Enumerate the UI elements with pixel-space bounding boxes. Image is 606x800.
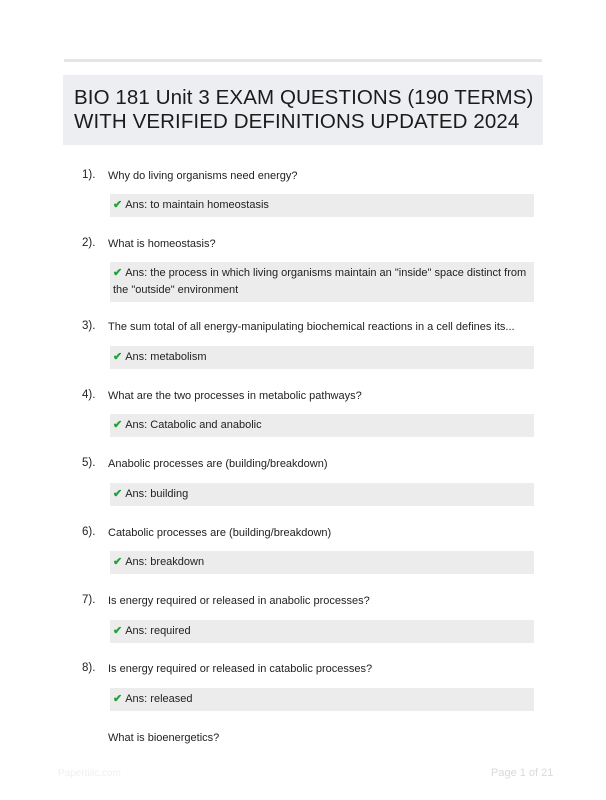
title-banner xyxy=(63,75,543,145)
page-number: Page 1 of 21 xyxy=(491,767,554,779)
answer-text: Ans: breakdown xyxy=(125,556,205,568)
question-number: 3). xyxy=(82,320,96,332)
answer-text-continued: the "outside" environment xyxy=(113,284,239,296)
question-text: What is bioenergetics? xyxy=(108,732,220,744)
question-text: Is energy required or released in catabolic processes? xyxy=(108,663,373,675)
check-icon: ✔ xyxy=(113,693,123,705)
answer-box xyxy=(110,688,534,711)
question-text: What is homeostasis? xyxy=(108,238,216,250)
answer-box xyxy=(110,262,534,302)
footer-watermark: Papertiiic.com xyxy=(58,768,121,779)
title-line-2: WITH VERIFIED DEFINITIONS UPDATED 2024 xyxy=(74,110,520,133)
question-number: 5). xyxy=(82,457,96,469)
question-text: Catabolic processes are (building/breakdown) xyxy=(108,527,332,539)
answer-box xyxy=(110,414,534,437)
check-icon: ✔ xyxy=(113,419,123,431)
question-number: 6). xyxy=(82,526,96,538)
answer-text: Ans: released xyxy=(125,693,193,705)
answer-box xyxy=(110,620,534,643)
answer-text: Ans: metabolism xyxy=(125,351,207,363)
question-number: 8). xyxy=(82,662,96,674)
question-text: The sum total of all energy-manipulating biochemical reactions in a cell defines its... xyxy=(108,321,515,333)
check-icon: ✔ xyxy=(113,488,123,500)
check-icon: ✔ xyxy=(113,625,123,637)
answer-text: Ans: Catabolic and anabolic xyxy=(125,419,262,431)
answer-text: Ans: building xyxy=(125,488,189,500)
answer-text: Ans: the process in which living organisms maintain an "inside" space distinct from xyxy=(125,267,527,279)
question-text: Anabolic processes are (building/breakdown) xyxy=(108,458,328,470)
question-number: 1). xyxy=(82,169,96,181)
question-number: 4). xyxy=(82,389,96,401)
question-number: 7). xyxy=(82,594,96,606)
document-title xyxy=(74,86,533,134)
check-icon: ✔ xyxy=(113,556,123,568)
question-number: 2). xyxy=(82,237,96,249)
answer-text: Ans: to maintain homeostasis xyxy=(125,199,269,211)
top-divider xyxy=(64,59,542,62)
answer-box xyxy=(110,551,534,574)
answer-box xyxy=(110,194,534,217)
answer-box xyxy=(110,483,534,506)
check-icon: ✔ xyxy=(113,267,123,279)
question-text: Why do living organisms need energy? xyxy=(108,170,298,182)
title-line-1: BIO 181 Unit 3 EXAM QUESTIONS (190 TERMS) xyxy=(74,86,534,109)
check-icon: ✔ xyxy=(113,351,123,363)
answer-text: Ans: required xyxy=(125,625,191,637)
question-text: What are the two processes in metabolic pathways? xyxy=(108,390,362,402)
answer-box xyxy=(110,346,534,369)
question-text: Is energy required or released in anabolic processes? xyxy=(108,595,370,607)
check-icon: ✔ xyxy=(113,199,123,211)
